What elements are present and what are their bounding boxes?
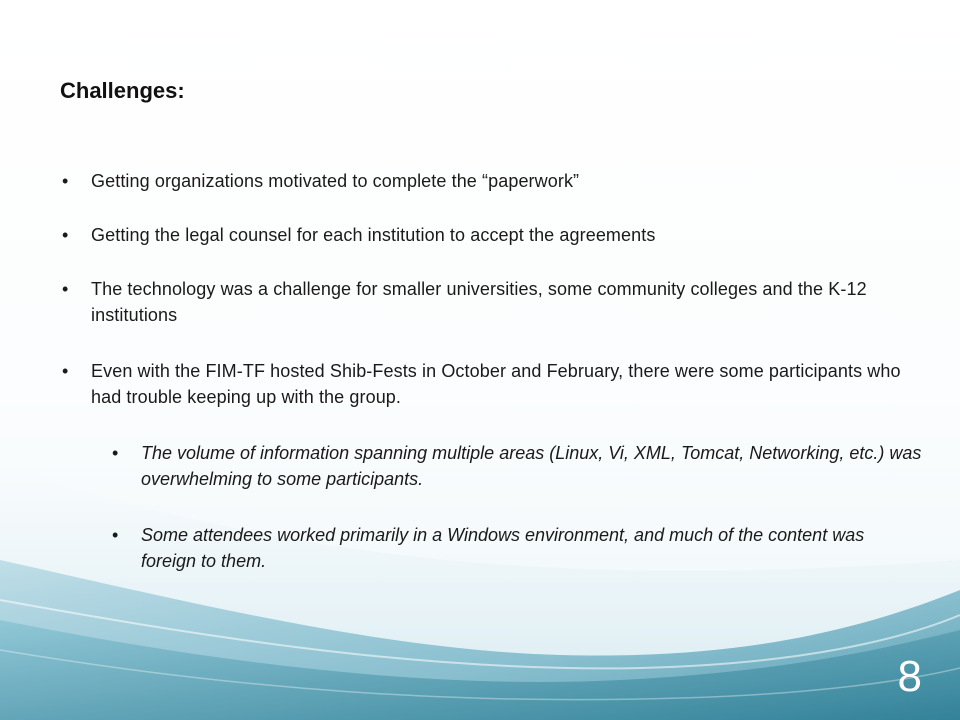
sub-bullet-text: The volume of information spanning multiple areas (Linux, Vi, XML, Tomcat, Networking, etc.) was overwhelming to some participants. xyxy=(141,443,922,489)
bullet-icon: • xyxy=(62,279,69,299)
bullet-text: The technology was a challenge for smaller universities, some community colleges and the K-12 institutions xyxy=(91,279,867,325)
slide-title: Challenges: xyxy=(60,78,185,103)
bullet-item xyxy=(62,358,922,410)
bullet-list xyxy=(62,168,922,574)
bullet-icon: • xyxy=(112,525,119,545)
page-number: 8 xyxy=(897,652,922,701)
bullet-text: Getting the legal counsel for each institution to accept the agreements xyxy=(91,225,656,245)
bullet-text: Getting organizations motivated to complete the “paperwork” xyxy=(91,171,580,191)
bullet-item xyxy=(62,168,922,194)
bullet-icon: • xyxy=(62,361,69,381)
sub-bullet-item xyxy=(112,522,922,574)
bullet-icon: • xyxy=(62,171,69,191)
bullet-icon: • xyxy=(62,225,69,245)
bullet-item xyxy=(62,276,922,328)
bullet-item xyxy=(62,222,922,248)
sub-bullet-text: Some attendees worked primarily in a Windows environment, and much of the content was foreign to them. xyxy=(141,525,865,571)
sub-bullet-item xyxy=(112,440,922,492)
bullet-text: Even with the FIM-TF hosted Shib-Fests in October and February, there were some participants who had trouble keeping up with the group. xyxy=(91,361,901,407)
bullet-icon: • xyxy=(112,443,119,463)
